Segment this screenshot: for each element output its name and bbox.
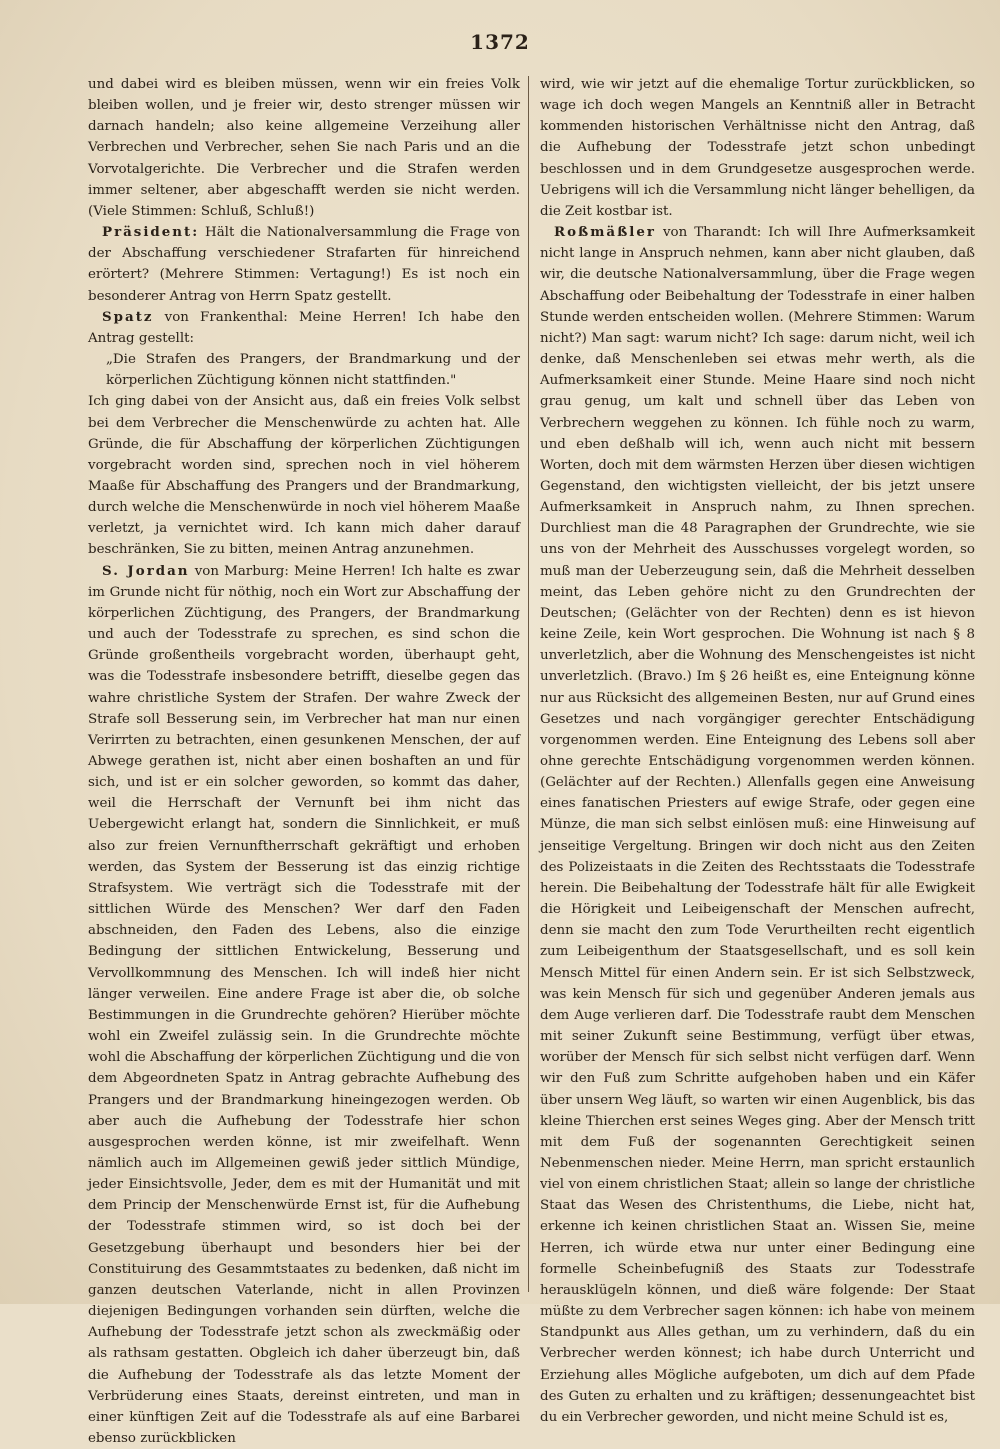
paragraph [88, 561, 520, 1449]
column-divider [528, 76, 529, 1292]
paragraph [88, 307, 520, 349]
speech-text: von Frankenthal: Meine Herren! Ich habe den Antrag gestellt: [88, 309, 520, 346]
paragraph: wird, wie wir jetzt auf die ehemalige Tortur zurückblicken, so wage ich doch wegen Mangels an Kenntniß aller in Betracht kommenden historischen Verhältnisse nicht den Antrag, daß die Aufhebung der Todesstrafe jetzt schon unbedingt beschlossen und in dem Grundgesetze ausgesprochen werde. Uebrigens will ich die Versammlung nicht länger behelligen, da die Zeit kostbar ist. [540, 77, 975, 219]
paragraph: Ich ging dabei von der Ansicht aus, daß ein freies Volk selbst bei dem Verbrecher die Menschenwürde zu achten hat. Alle Gründe, die für Abschaffung der körperlichen Züchtigungen vorgebracht worden sind, sprechen noch in viel höherem Maaße für Abschaffung des Prangers und der Brandmarkung, durch welche die Menschenwürde in noch viel höherem Maaße verletzt, ja vernichtet wird. Ich kann mich daher darauf beschränken, Sie zu bitten, meinen Antrag anzunehmen. [88, 394, 520, 558]
speech-text: Hält die Nationalversammlung die Frage von der Abschaffung verschiedener Strafarten für hinreichend erörtert? (Mehrere Stimmen: Vertagung!) Es ist noch ein besonderer Antrag von Herrn Spatz gestellt. [88, 225, 520, 304]
paragraph [88, 222, 520, 307]
right-column [540, 74, 975, 1425]
speaker-name: Roßmäßler [554, 224, 656, 241]
speech-text: von Marburg: Meine Herren! Ich halte es zwar im Grunde nicht für nöthig, noch ein Wort zur Abschaffung der körperlichen Züchtigung, des Prangers, der Brandmarkung und auch der Todesstrafe zu sprechen, es sind schon die Gründe großentheils vorgebracht worden, überhaupt geht, was die Todesstrafe insbesondere betrifft, dieselbe gegen das wahre christliche System der Strafen. Der wahre Zweck der Strafe soll Besserung sein, im Verbrecher hat man nur einen Verirrten zu betrachten, einen gesunkenen Menschen, der auf Abwege gerathen ist, nicht aber einen boshaften an und für sich, und ist er ein solcher geworden, so kommt das daher, weil die Herrschaft der Vernunft bei ihm nicht das Uebergewicht erlangt hat, sondern die Sinnlichkeit, er muß also zur freien Vernunftherrschaft gekräftigt und erhoben werden, das System der Besserung ist das einzig richtige Strafsystem. Wie verträgt sich die Todesstrafe mit der sittlichen Würde des Menschen? Wer darf den Faden abschneiden, den Faden des Lebens, also die einzige Bedingung der sittlichen Entwickelung, Besserung und Vervollkommnung des Menschen. Ich will indeß hier nicht länger verweilen. Eine andere Frage ist aber die, ob solche Bestimmungen in die Grundrechte gehören? Hierüber möchte wohl ein Zweifel zulässig sein. In die Grundrechte möchte wohl die Abschaffung der körperlichen Züchtigung und die von dem Abgeordneten Spatz in Antrag gebrachte Aufhebung des Prangers und der Brandmarkung hineingezogen werden. Ob aber auch die Aufhebung der Todesstrafe hier schon ausgesprochen werden könne, ist mir zweifelhaft. Wenn nämlich auch im Allgemeinen gewiß jeder sittlich Mündige, jeder Einsichtsvolle, Jeder, dem es mit der Humanität und mit dem Princip der Menschenwürde Ernst ist, für die Aufhebung der Todesstrafe stimmen wird, so ist doch bei der Gesetzgebung überhaupt und besonders hier bei der Constituirung des Gesammtstaates zu bedenken, daß nicht im ganzen deutschen Vaterlande, nicht in allen Provinzen diejenigen Bedingungen vorhanden sein dürften, welche die Aufhebung der Todesstrafe jetzt schon als zweckmäßig oder als rathsam gestatten. Obgleich ich daher überzeugt bin, daß die Aufhebung der Todesstrafe als das letzte Moment der Verbrüderung eines Staats, dereinst eintreten, und man in einer künftigen Zeit auf die Todesstrafe als auf eine Barbarei ebenso zurückblicken [88, 563, 520, 1446]
paragraph: und dabei wird es bleiben müssen, wenn wir ein freies Volk bleiben wollen, und je freier wir, desto strenger müssen wir darnach handeln; also keine allgemeine Verzeihung aller Verbrechen und Verbrecher, sehen Sie nach Paris und an die Vorvotalgerichte. Die Verbrecher und die Strafen werden immer seltener, aber abgeschafft werden sie nicht werden. (Viele Stimmen: Schluß, Schluß!) [88, 77, 520, 219]
page-number: 1372 [470, 30, 530, 54]
speaker-name: S. Jordan [102, 562, 190, 579]
paragraph [540, 222, 975, 1428]
left-column [88, 74, 520, 1446]
speech-text: von Tharandt: Ich will Ihre Aufmerksamkeit nicht lange in Anspruch nehmen, kann aber nicht glauben, daß wir, die deutsche Nationalversammlung, über die Frage wegen Abschaffung oder Beibehaltung der Todesstrafe in einer halben Stunde werden entscheiden wollen. (Mehrere Stimmen: Warum nicht?) Man sagt: warum nicht? Ich sage: darum nicht, weil ich denke, daß Menschenleben sei etwas mehr werth, als die Aufmerksamkeit einer Stunde. Meine Haare sind noch nicht grau genug, um kalt und schnell über das Leben von Verbrechern weggehen zu können. Ich fühle noch zu warm, und eben deßhalb will ich, wenn auch nicht mit bessern Worten, doch mit dem wärmsten Herzen über diesen wichtigen Gegenstand, den wichtigsten vielleicht, der bis jetzt unsere Aufmerksamkeit in Anspruch nahm, zu Ihnen sprechen. Durchliest man die 48 Paragraphen der Grundrechte, wie sie uns von der Mehrheit des Ausschusses vorgelegt worden, so muß man der Ueberzeugung sein, daß die Mehrheit desselben meint, das Leben gehöre nicht zu den Grundrechten der Deutschen; (Gelächter von der Rechten) denn es ist hievon keine Zeile, kein Wort gesprochen. Die Wohnung ist nach § 8 unverletzlich, aber die Wohnung des Menschengeistes ist nicht unverletzlich. (Bravo.) Im § 26 heißt es, eine Enteignung könne nur aus Rücksicht des allgemeinen Besten, nur auf Grund eines Gesetzes und nach vorgängiger gerechter Entschädigung vorgenommen werden. Eine Enteignung des Lebens soll aber ohne gerechte Entschädigung vorgenommen werden können. (Gelächter auf der Rechten.) Allenfalls gegen eine Anweisung eines fanatischen Priesters auf ewige Strafe, oder gegen eine Münze, die man sich selbst einlösen muß: eine Hinweisung auf jenseitige Vergeltung. Bringen wir doch nicht aus den Zeiten des Polizeistaats in die Zeiten des Rechtsstaats die Todesstrafe herein. Die Beibehaltung der Todesstrafe hält für alle Ewigkeit die Hörigkeit und Leibeigenschaft der Menschen aufrecht, denn sie macht den zum Tode Verurtheilten recht eigentlich zum Leibeigenthum der Staatsgesellschaft, und es soll kein Mensch Mittel für einen Andern sein. Er ist sich Selbstzweck, was kein Mensch für sich und gegenüber Anderen jemals aus dem Auge verlieren darf. Die Todesstrafe raubt dem Menschen mit seiner Zukunft seine Bestimmung, verfügt über etwas, worüber der Mensch für sich selbst nicht verfügen darf. Wenn wir den Fuß zum Schritte aufgehoben haben und ein Käfer über unsern Weg läuft, so warten wir einen Augenblick, bis das kleine Thierchen erst seines Weges ging. Aber der Mensch tritt mit dem Fuß der sogenannten Gerechtigkeit seinen Nebenmenschen nieder. Meine Herrn, man spricht erstaunlich viel von einem christlichen Staat; allein so lange der christliche Staat das Wesen des Christenthums, die Liebe, nicht hat, erkenne ich keinen christlichen Staat an. Wissen Sie, meine Herren, ich würde etwa nur unter einer Bedingung eine formelle Scheinbefugniß des Staats zur Todesstrafe herausklügeln können, und dieß wäre folgende: Der Staat müßte zu dem Verbrecher sagen können: ich habe von meinem Standpunkt aus Alles gethan, um zu verhindern, daß du ein Verbrecher werden könnest; ich habe durch Unterricht und Erziehung alles Mögliche aufgeboten, um dich auf dem Pfade des Guten zu erhalten und zu kräftigen; dessenungeachtet bist du ein Verbrecher geworden, und nicht meine Schuld ist es, [540, 225, 975, 1425]
speaker-name: Präsident: [102, 224, 200, 241]
speaker-name: Spatz [102, 308, 154, 325]
motion-quote: „Die Strafen des Prangers, der Brandmarkung und der körperlichen Züchtigung können nicht stattfinden." [106, 352, 520, 389]
